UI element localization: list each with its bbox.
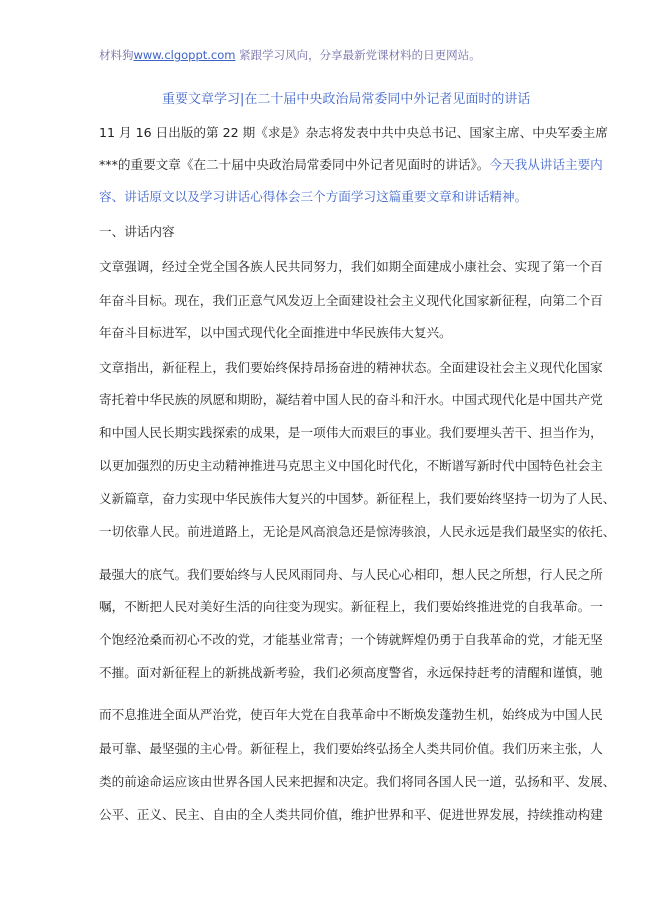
paragraph-line: 义新篇章，奋力实现中华民族伟大复兴的中国梦。新征程上，我们要始终坚持一切为了人民、 [99, 491, 616, 506]
paragraph-line: 寄托着中华民族的夙愿和期盼，凝结着中国人民的奋斗和汗水。中国式现代化是中国共产党 [99, 392, 603, 407]
intro-line-2-text: ***的重要文章《在二十届中央政治局常委同中外记者见面时的讲话》。 [99, 157, 490, 172]
paragraph-line: 文章指出，新征程上，我们要始终保持昂扬奋进的精神状态。全面建设社会主义现代化国家 [99, 360, 603, 375]
paragraph-line: 个饱经沧桑而初心不改的党，才能基业常青；一个铸就辉煌仍勇于自我革命的党，才能无坚 [99, 632, 603, 647]
paragraph-line: 类的前途命运应该由世界各国人民来把握和决定。我们将同各国人民一道，弘扬和平、发展、 [99, 774, 616, 789]
paragraph-line: 公平、正义、民主、自由的全人类共同价值，维护世界和平、促进世界发展，持续推动构建 [99, 807, 603, 822]
section-heading: 一、讲话内容 [99, 224, 175, 239]
paragraph-line: 一切依靠人民。前进道路上，无论是风高浪急还是惊涛骇浪，人民永远是我们最坚实的依托、 [99, 524, 616, 539]
source-link[interactable]: www.clgoppt.com [133, 48, 236, 62]
paragraph-line: 嘱，不断把人民对美好生活的向往变为现实。新征程上，我们要始终推进党的自我革命。一 [99, 599, 603, 614]
source-tagline: 紧跟学习风向，分享最新党课材料的日更网站。 [235, 48, 481, 62]
article-title: 重要文章学习|在二十届中央政治局常委同中外记者见面时的讲话 [162, 92, 531, 107]
paragraph-line: 和中国人民长期实践探索的成果，是一项伟大而艰巨的事业。我们要埋头苦干、担当作为， [99, 425, 603, 440]
source-header [99, 47, 481, 63]
intro-line-1: 11 月 16 日出版的第 22 期《求是》杂志将发表中共中央总书记、国家主席、中央军委主席 [99, 125, 608, 140]
intro-line-2-highlight: 今天我从讲话主要内 [489, 157, 603, 172]
paragraph-line: 年奋斗目标进军，以中国式现代化全面推进中华民族伟大复兴。 [99, 325, 452, 340]
paragraph-line: 最强大的底气。我们要始终与人民风雨同舟、与人民心心相印，想人民之所想，行人民之所 [99, 567, 603, 582]
paragraph-line: 年奋斗目标。现在，我们正意气风发迈上全面建设社会主义现代化国家新征程，向第二个百 [99, 293, 603, 308]
paragraph-line: 不摧。面对新征程上的新挑战新考验，我们必须高度警省，永远保持赶考的清醒和谨慎，驰 [99, 665, 603, 680]
paragraph-line: 最可靠、最坚强的主心骨。新征程上，我们要始终弘扬全人类共同价值。我们历来主张，人 [99, 741, 603, 756]
paragraph-line: 而不息推进全面从严治党，使百年大党在自我革命中不断焕发蓬勃生机，始终成为中国人民 [99, 707, 603, 722]
source-prefix: 材料狗 [99, 48, 134, 62]
intro-line-3: 容、讲话原文以及学习讲话心得体会三个方面学习这篇重要文章和讲话精神。 [99, 189, 528, 204]
intro-line-2 [99, 156, 603, 174]
paragraph-line: 文章强调，经过全党全国各族人民共同努力，我们如期全面建成小康社会、实现了第一个百 [99, 259, 603, 274]
paragraph-line: 以更加强烈的历史主动精神推进马克思主义中国化时代化，不断谱写新时代中国特色社会主 [99, 458, 603, 473]
